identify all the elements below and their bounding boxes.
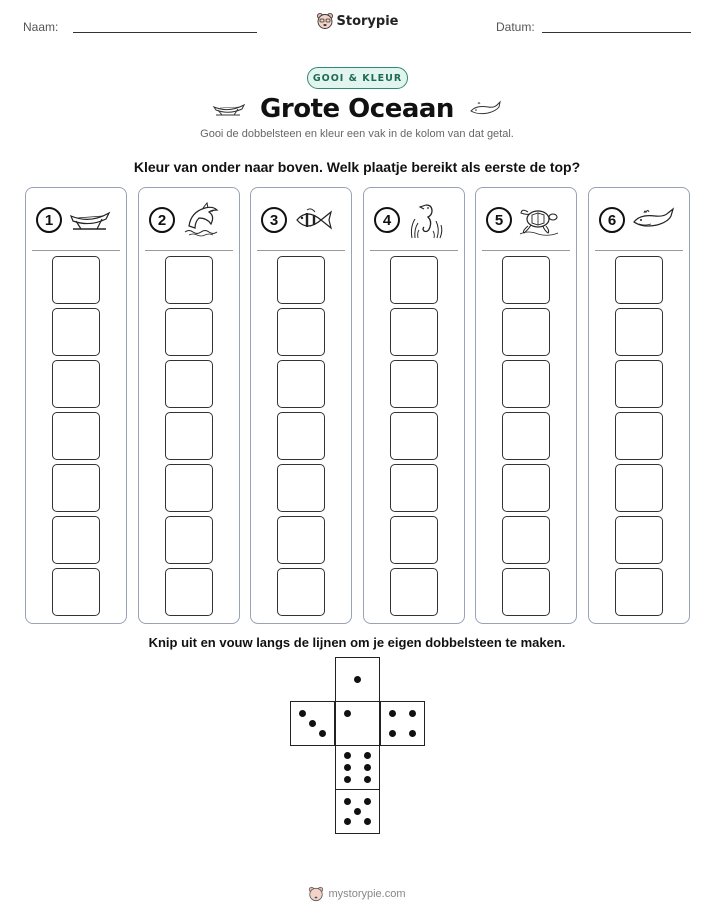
pip: [344, 710, 351, 717]
column-5: [475, 187, 577, 624]
race-columns: [0, 187, 714, 624]
cell-5[interactable]: [277, 360, 325, 408]
footer-url: mystorypie.com: [328, 888, 406, 900]
canoe-icon: [68, 206, 112, 234]
cell-7[interactable]: [502, 256, 550, 304]
pip: [344, 752, 351, 759]
die-face-left: [290, 701, 335, 746]
cell-1[interactable]: [277, 568, 325, 616]
name-label: Naam:: [23, 20, 59, 34]
cell-2[interactable]: [165, 516, 213, 564]
cell-1[interactable]: [52, 568, 100, 616]
cell-4[interactable]: [390, 412, 438, 460]
whale-icon: [631, 206, 675, 234]
brand-logo: [0, 12, 714, 30]
name-line[interactable]: [73, 32, 257, 33]
column-divider: [32, 250, 120, 251]
column-header: [149, 202, 225, 238]
column-1: [25, 187, 127, 624]
cell-7[interactable]: [165, 256, 213, 304]
column-divider: [482, 250, 570, 251]
column-number: 4: [374, 207, 400, 233]
cell-1[interactable]: [165, 568, 213, 616]
pip: [364, 818, 371, 825]
mascot-icon: [308, 886, 324, 902]
pip: [344, 818, 351, 825]
pip: [309, 720, 316, 727]
column-header: [374, 202, 446, 238]
cell-3[interactable]: [52, 464, 100, 512]
cell-4[interactable]: [52, 412, 100, 460]
cell-5[interactable]: [615, 360, 663, 408]
die-face-lower: [335, 745, 380, 790]
column-divider: [370, 250, 458, 251]
column-divider: [145, 250, 233, 251]
die-face-bottom: [335, 789, 380, 834]
cell-6[interactable]: [390, 308, 438, 356]
pip: [344, 764, 351, 771]
column-number: 2: [149, 207, 175, 233]
cell-3[interactable]: [165, 464, 213, 512]
date-line[interactable]: [542, 32, 691, 33]
pip: [319, 730, 326, 737]
column-header: [36, 202, 112, 238]
die-face-right: [380, 701, 425, 746]
cell-3[interactable]: [390, 464, 438, 512]
die-face-top: [335, 657, 380, 702]
column-2: [138, 187, 240, 624]
cell-7[interactable]: [615, 256, 663, 304]
activity-badge: GOOI & KLEUR: [307, 67, 408, 89]
column-header: [599, 202, 675, 238]
date-label: Datum:: [496, 20, 535, 34]
cell-3[interactable]: [502, 464, 550, 512]
cell-2[interactable]: [502, 516, 550, 564]
cell-3[interactable]: [615, 464, 663, 512]
cell-2[interactable]: [390, 516, 438, 564]
pip: [389, 710, 396, 717]
pip: [344, 776, 351, 783]
cell-6[interactable]: [165, 308, 213, 356]
cell-7[interactable]: [390, 256, 438, 304]
page-title: Grote Oceaan: [260, 94, 454, 124]
cell-5[interactable]: [390, 360, 438, 408]
die-face-center: [335, 701, 380, 746]
pip: [299, 710, 306, 717]
cell-7[interactable]: [52, 256, 100, 304]
footer: [0, 886, 714, 902]
cell-4[interactable]: [277, 412, 325, 460]
pip: [364, 752, 371, 759]
cell-5[interactable]: [52, 360, 100, 408]
cell-6[interactable]: [52, 308, 100, 356]
fish-icon: [293, 205, 337, 235]
pip: [354, 808, 361, 815]
cell-2[interactable]: [615, 516, 663, 564]
pip: [409, 710, 416, 717]
brand-name: Storypie: [336, 13, 399, 29]
column-header: [261, 202, 337, 238]
pip: [364, 798, 371, 805]
cell-2[interactable]: [52, 516, 100, 564]
cell-6[interactable]: [615, 308, 663, 356]
column-divider: [595, 250, 683, 251]
pip: [364, 776, 371, 783]
cell-4[interactable]: [615, 412, 663, 460]
column-6: [588, 187, 690, 624]
cell-5[interactable]: [502, 360, 550, 408]
cell-4[interactable]: [165, 412, 213, 460]
column-number: 3: [261, 207, 287, 233]
cell-3[interactable]: [277, 464, 325, 512]
cut-instruction: Knip uit en vouw langs de lijnen om je eigen dobbelsteen te maken.: [148, 635, 566, 650]
cell-1[interactable]: [390, 568, 438, 616]
column-number: 5: [486, 207, 512, 233]
column-divider: [257, 250, 345, 251]
cell-1[interactable]: [615, 568, 663, 616]
turtle-icon: [518, 204, 562, 236]
cell-2[interactable]: [277, 516, 325, 564]
pip: [364, 764, 371, 771]
dolphin-icon: [181, 202, 225, 238]
column-number: 1: [36, 207, 62, 233]
instruction: Kleur van onder naar boven. Welk plaatje bereikt als eerste de top?: [133, 159, 581, 175]
seahorse-icon: [406, 201, 446, 239]
canoe-icon: [212, 100, 246, 118]
cell-7[interactable]: [277, 256, 325, 304]
cell-1[interactable]: [502, 568, 550, 616]
pip: [354, 676, 361, 683]
subtitle: Gooi de dobbelsteen en kleur een vak in de kolom van dat getal.: [200, 128, 514, 140]
pip: [344, 798, 351, 805]
cell-5[interactable]: [165, 360, 213, 408]
pip: [389, 730, 396, 737]
title-row: [0, 93, 714, 125]
cell-4[interactable]: [502, 412, 550, 460]
cell-6[interactable]: [502, 308, 550, 356]
mascot-icon: [316, 12, 334, 30]
whale-icon: [468, 100, 502, 118]
cell-6[interactable]: [277, 308, 325, 356]
column-3: [250, 187, 352, 624]
column-number: 6: [599, 207, 625, 233]
column-header: [486, 202, 562, 238]
pip: [409, 730, 416, 737]
column-4: [363, 187, 465, 624]
